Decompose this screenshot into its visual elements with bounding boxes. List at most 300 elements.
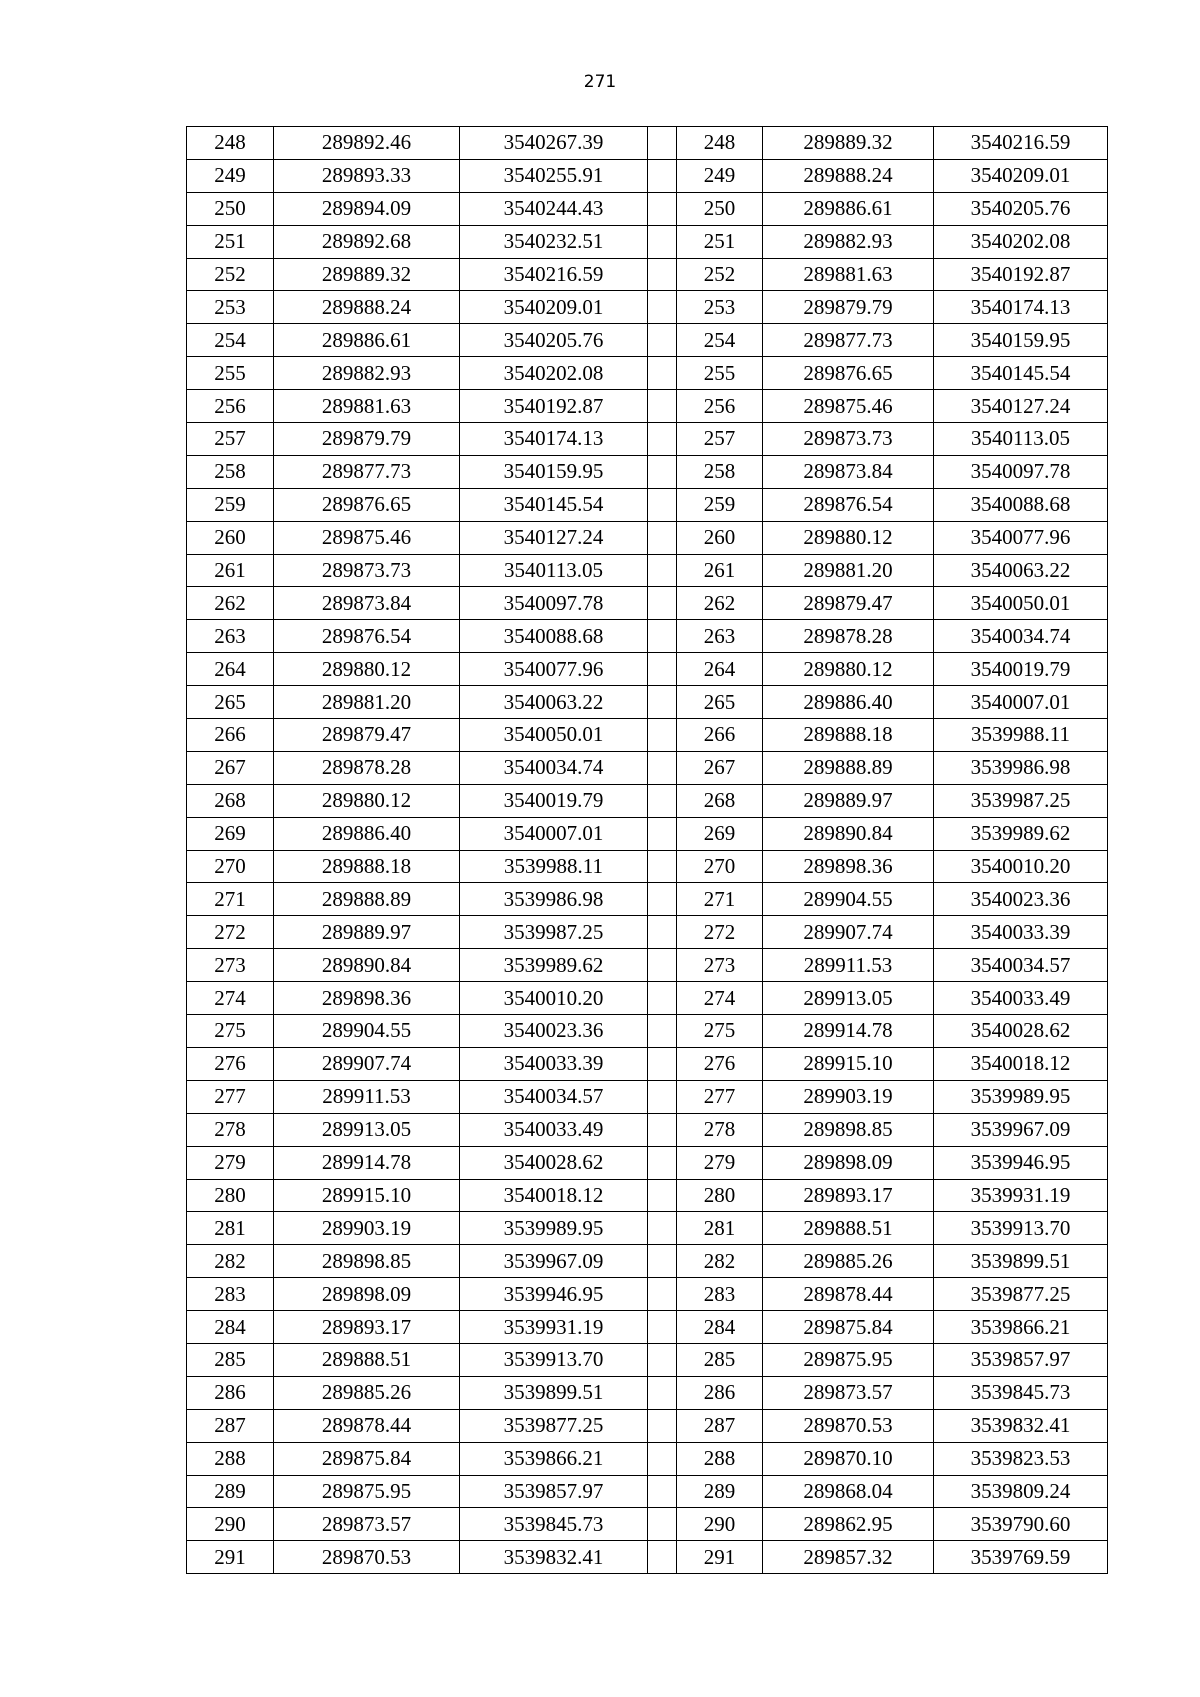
- spacer-cell: [648, 1508, 677, 1541]
- left-y-coordinate: 3540097.78: [460, 587, 648, 620]
- right-x-coordinate: 289888.51: [763, 1212, 934, 1245]
- left-point-number: 289: [187, 1475, 274, 1508]
- left-x-coordinate: 289893.17: [274, 1311, 460, 1344]
- left-y-coordinate: 3540127.24: [460, 521, 648, 554]
- right-point-number: 277: [677, 1080, 763, 1113]
- table-row: [187, 390, 1108, 423]
- coordinate-table-body: [187, 127, 1108, 1574]
- left-point-number: 250: [187, 192, 274, 225]
- right-y-coordinate: 3540063.22: [934, 554, 1108, 587]
- right-y-coordinate: 3539845.73: [934, 1376, 1108, 1409]
- right-y-coordinate: 3540159.95: [934, 324, 1108, 357]
- left-y-coordinate: 3540174.13: [460, 423, 648, 456]
- left-x-coordinate: 289898.36: [274, 982, 460, 1015]
- right-y-coordinate: 3539987.25: [934, 784, 1108, 817]
- right-point-number: 263: [677, 620, 763, 653]
- left-y-coordinate: 3540034.57: [460, 1080, 648, 1113]
- spacer-cell: [648, 455, 677, 488]
- left-x-coordinate: 289892.68: [274, 225, 460, 258]
- left-y-coordinate: 3539857.97: [460, 1475, 648, 1508]
- right-y-coordinate: 3540050.01: [934, 587, 1108, 620]
- left-point-number: 287: [187, 1409, 274, 1442]
- left-x-coordinate: 289898.09: [274, 1278, 460, 1311]
- left-x-coordinate: 289881.20: [274, 686, 460, 719]
- table-row: [187, 1080, 1108, 1113]
- right-x-coordinate: 289881.63: [763, 258, 934, 291]
- spacer-cell: [648, 1409, 677, 1442]
- left-y-coordinate: 3540010.20: [460, 982, 648, 1015]
- right-point-number: 255: [677, 357, 763, 390]
- page-number: 271: [583, 72, 617, 92]
- table-row: [187, 291, 1108, 324]
- right-y-coordinate: 3540192.87: [934, 258, 1108, 291]
- right-y-coordinate: 3540034.74: [934, 620, 1108, 653]
- left-point-number: 251: [187, 225, 274, 258]
- spacer-cell: [648, 1311, 677, 1344]
- right-point-number: 253: [677, 291, 763, 324]
- right-x-coordinate: 289878.28: [763, 620, 934, 653]
- right-x-coordinate: 289870.10: [763, 1442, 934, 1475]
- right-x-coordinate: 289875.95: [763, 1343, 934, 1376]
- left-y-coordinate: 3540028.62: [460, 1146, 648, 1179]
- left-y-coordinate: 3540023.36: [460, 1015, 648, 1048]
- left-x-coordinate: 289873.73: [274, 554, 460, 587]
- spacer-cell: [648, 258, 677, 291]
- right-y-coordinate: 3540113.05: [934, 423, 1108, 456]
- left-x-coordinate: 289888.89: [274, 883, 460, 916]
- left-x-coordinate: 289907.74: [274, 1047, 460, 1080]
- left-point-number: 270: [187, 850, 274, 883]
- right-y-coordinate: 3539899.51: [934, 1245, 1108, 1278]
- right-x-coordinate: 289875.46: [763, 390, 934, 423]
- left-y-coordinate: 3539913.70: [460, 1343, 648, 1376]
- right-x-coordinate: 289880.12: [763, 653, 934, 686]
- right-point-number: 278: [677, 1113, 763, 1146]
- left-y-coordinate: 3539988.11: [460, 850, 648, 883]
- right-point-number: 270: [677, 850, 763, 883]
- left-x-coordinate: 289904.55: [274, 1015, 460, 1048]
- spacer-cell: [648, 1212, 677, 1245]
- left-x-coordinate: 289889.97: [274, 916, 460, 949]
- right-point-number: 258: [677, 455, 763, 488]
- left-point-number: 253: [187, 291, 274, 324]
- table-row: [187, 587, 1108, 620]
- right-y-coordinate: 3539913.70: [934, 1212, 1108, 1245]
- table-row: [187, 127, 1108, 160]
- left-y-coordinate: 3540063.22: [460, 686, 648, 719]
- left-point-number: 256: [187, 390, 274, 423]
- spacer-cell: [648, 587, 677, 620]
- table-row: [187, 1409, 1108, 1442]
- right-y-coordinate: 3539946.95: [934, 1146, 1108, 1179]
- right-x-coordinate: 289870.53: [763, 1409, 934, 1442]
- right-y-coordinate: 3539769.59: [934, 1541, 1108, 1574]
- table-row: [187, 1245, 1108, 1278]
- left-y-coordinate: 3540216.59: [460, 258, 648, 291]
- table-row: [187, 521, 1108, 554]
- coordinate-table: [186, 126, 1108, 1574]
- left-y-coordinate: 3540159.95: [460, 455, 648, 488]
- left-y-coordinate: 3540205.76: [460, 324, 648, 357]
- spacer-cell: [648, 554, 677, 587]
- left-y-coordinate: 3540033.49: [460, 1113, 648, 1146]
- spacer-cell: [648, 390, 677, 423]
- left-y-coordinate: 3539877.25: [460, 1409, 648, 1442]
- right-point-number: 285: [677, 1343, 763, 1376]
- spacer-cell: [648, 653, 677, 686]
- left-x-coordinate: 289875.84: [274, 1442, 460, 1475]
- right-y-coordinate: 3540209.01: [934, 159, 1108, 192]
- left-point-number: 262: [187, 587, 274, 620]
- right-y-coordinate: 3539823.53: [934, 1442, 1108, 1475]
- right-x-coordinate: 289881.20: [763, 554, 934, 587]
- right-x-coordinate: 289873.84: [763, 455, 934, 488]
- left-y-coordinate: 3540050.01: [460, 719, 648, 752]
- table-row: [187, 1508, 1108, 1541]
- right-point-number: 288: [677, 1442, 763, 1475]
- spacer-cell: [648, 719, 677, 752]
- spacer-cell: [648, 1113, 677, 1146]
- left-x-coordinate: 289880.12: [274, 784, 460, 817]
- left-point-number: 286: [187, 1376, 274, 1409]
- left-y-coordinate: 3540202.08: [460, 357, 648, 390]
- left-point-number: 266: [187, 719, 274, 752]
- left-y-coordinate: 3539967.09: [460, 1245, 648, 1278]
- left-point-number: 258: [187, 455, 274, 488]
- left-point-number: 252: [187, 258, 274, 291]
- table-row: [187, 1343, 1108, 1376]
- table-row: [187, 686, 1108, 719]
- right-y-coordinate: 3540077.96: [934, 521, 1108, 554]
- left-x-coordinate: 289888.24: [274, 291, 460, 324]
- table-row: [187, 159, 1108, 192]
- table-row: [187, 324, 1108, 357]
- right-point-number: 248: [677, 127, 763, 160]
- left-y-coordinate: 3540019.79: [460, 784, 648, 817]
- right-x-coordinate: 289893.17: [763, 1179, 934, 1212]
- right-point-number: 290: [677, 1508, 763, 1541]
- left-y-coordinate: 3540007.01: [460, 817, 648, 850]
- left-x-coordinate: 289879.79: [274, 423, 460, 456]
- left-x-coordinate: 289875.95: [274, 1475, 460, 1508]
- right-x-coordinate: 289886.40: [763, 686, 934, 719]
- right-x-coordinate: 289882.93: [763, 225, 934, 258]
- spacer-cell: [648, 324, 677, 357]
- right-point-number: 256: [677, 390, 763, 423]
- left-y-coordinate: 3539931.19: [460, 1311, 648, 1344]
- left-point-number: 283: [187, 1278, 274, 1311]
- right-y-coordinate: 3540097.78: [934, 455, 1108, 488]
- table-row: [187, 1179, 1108, 1212]
- right-x-coordinate: 289889.97: [763, 784, 934, 817]
- right-y-coordinate: 3540216.59: [934, 127, 1108, 160]
- table-row: [187, 357, 1108, 390]
- spacer-cell: [648, 127, 677, 160]
- spacer-cell: [648, 850, 677, 883]
- left-x-coordinate: 289873.57: [274, 1508, 460, 1541]
- table-row: [187, 455, 1108, 488]
- spacer-cell: [648, 620, 677, 653]
- left-x-coordinate: 289890.84: [274, 949, 460, 982]
- right-point-number: 279: [677, 1146, 763, 1179]
- right-x-coordinate: 289873.57: [763, 1376, 934, 1409]
- right-point-number: 274: [677, 982, 763, 1015]
- table-row: [187, 751, 1108, 784]
- left-x-coordinate: 289889.32: [274, 258, 460, 291]
- left-x-coordinate: 289873.84: [274, 587, 460, 620]
- right-y-coordinate: 3539832.41: [934, 1409, 1108, 1442]
- left-y-coordinate: 3540255.91: [460, 159, 648, 192]
- left-point-number: 277: [187, 1080, 274, 1113]
- left-point-number: 276: [187, 1047, 274, 1080]
- right-x-coordinate: 289886.61: [763, 192, 934, 225]
- table-row: [187, 1541, 1108, 1574]
- left-x-coordinate: 289892.46: [274, 127, 460, 160]
- left-point-number: 265: [187, 686, 274, 719]
- left-y-coordinate: 3539989.95: [460, 1212, 648, 1245]
- left-point-number: 281: [187, 1212, 274, 1245]
- left-x-coordinate: 289876.65: [274, 488, 460, 521]
- right-point-number: 250: [677, 192, 763, 225]
- spacer-cell: [648, 192, 677, 225]
- table-row: [187, 554, 1108, 587]
- right-x-coordinate: 289913.05: [763, 982, 934, 1015]
- table-row: [187, 1311, 1108, 1344]
- right-x-coordinate: 289879.79: [763, 291, 934, 324]
- right-y-coordinate: 3540033.39: [934, 916, 1108, 949]
- right-x-coordinate: 289888.89: [763, 751, 934, 784]
- left-x-coordinate: 289911.53: [274, 1080, 460, 1113]
- right-y-coordinate: 3540145.54: [934, 357, 1108, 390]
- spacer-cell: [648, 1541, 677, 1574]
- spacer-cell: [648, 1080, 677, 1113]
- left-point-number: 260: [187, 521, 274, 554]
- left-x-coordinate: 289870.53: [274, 1541, 460, 1574]
- left-x-coordinate: 289880.12: [274, 653, 460, 686]
- left-y-coordinate: 3539832.41: [460, 1541, 648, 1574]
- spacer-cell: [648, 686, 677, 719]
- left-y-coordinate: 3540232.51: [460, 225, 648, 258]
- right-point-number: 275: [677, 1015, 763, 1048]
- right-y-coordinate: 3540127.24: [934, 390, 1108, 423]
- left-point-number: 279: [187, 1146, 274, 1179]
- right-y-coordinate: 3540205.76: [934, 192, 1108, 225]
- right-y-coordinate: 3540010.20: [934, 850, 1108, 883]
- left-x-coordinate: 289878.28: [274, 751, 460, 784]
- left-y-coordinate: 3539899.51: [460, 1376, 648, 1409]
- table-row: [187, 1113, 1108, 1146]
- right-y-coordinate: 3539931.19: [934, 1179, 1108, 1212]
- left-x-coordinate: 289879.47: [274, 719, 460, 752]
- right-point-number: 265: [677, 686, 763, 719]
- right-y-coordinate: 3539866.21: [934, 1311, 1108, 1344]
- right-x-coordinate: 289889.32: [763, 127, 934, 160]
- left-point-number: 285: [187, 1343, 274, 1376]
- right-x-coordinate: 289878.44: [763, 1278, 934, 1311]
- spacer-cell: [648, 916, 677, 949]
- right-y-coordinate: 3540028.62: [934, 1015, 1108, 1048]
- spacer-cell: [648, 982, 677, 1015]
- right-y-coordinate: 3540034.57: [934, 949, 1108, 982]
- right-x-coordinate: 289876.65: [763, 357, 934, 390]
- left-point-number: 282: [187, 1245, 274, 1278]
- left-x-coordinate: 289893.33: [274, 159, 460, 192]
- spacer-cell: [648, 1278, 677, 1311]
- right-point-number: 280: [677, 1179, 763, 1212]
- table-row: [187, 949, 1108, 982]
- spacer-cell: [648, 883, 677, 916]
- table-row: [187, 1278, 1108, 1311]
- right-x-coordinate: 289911.53: [763, 949, 934, 982]
- right-x-coordinate: 289888.24: [763, 159, 934, 192]
- right-point-number: 282: [677, 1245, 763, 1278]
- right-x-coordinate: 289868.04: [763, 1475, 934, 1508]
- left-y-coordinate: 3539986.98: [460, 883, 648, 916]
- right-point-number: 249: [677, 159, 763, 192]
- table-row: [187, 620, 1108, 653]
- spacer-cell: [648, 1475, 677, 1508]
- spacer-cell: [648, 817, 677, 850]
- right-x-coordinate: 289915.10: [763, 1047, 934, 1080]
- right-y-coordinate: 3540033.49: [934, 982, 1108, 1015]
- left-y-coordinate: 3539946.95: [460, 1278, 648, 1311]
- left-x-coordinate: 289888.51: [274, 1343, 460, 1376]
- spacer-cell: [648, 949, 677, 982]
- left-point-number: 257: [187, 423, 274, 456]
- spacer-cell: [648, 357, 677, 390]
- left-point-number: 273: [187, 949, 274, 982]
- left-point-number: 267: [187, 751, 274, 784]
- left-point-number: 288: [187, 1442, 274, 1475]
- left-y-coordinate: 3540209.01: [460, 291, 648, 324]
- right-point-number: 269: [677, 817, 763, 850]
- right-x-coordinate: 289907.74: [763, 916, 934, 949]
- spacer-cell: [648, 1442, 677, 1475]
- table-row: [187, 488, 1108, 521]
- left-x-coordinate: 289888.18: [274, 850, 460, 883]
- right-x-coordinate: 289898.36: [763, 850, 934, 883]
- spacer-cell: [648, 1015, 677, 1048]
- left-x-coordinate: 289875.46: [274, 521, 460, 554]
- left-y-coordinate: 3539866.21: [460, 1442, 648, 1475]
- right-point-number: 262: [677, 587, 763, 620]
- left-point-number: 278: [187, 1113, 274, 1146]
- table-row: [187, 916, 1108, 949]
- left-point-number: 291: [187, 1541, 274, 1574]
- left-point-number: 272: [187, 916, 274, 949]
- right-x-coordinate: 289885.26: [763, 1245, 934, 1278]
- table-row: [187, 225, 1108, 258]
- right-x-coordinate: 289873.73: [763, 423, 934, 456]
- right-point-number: 257: [677, 423, 763, 456]
- right-y-coordinate: 3539790.60: [934, 1508, 1108, 1541]
- left-point-number: 264: [187, 653, 274, 686]
- right-point-number: 284: [677, 1311, 763, 1344]
- table-row: [187, 982, 1108, 1015]
- left-x-coordinate: 289898.85: [274, 1245, 460, 1278]
- right-y-coordinate: 3539989.95: [934, 1080, 1108, 1113]
- left-x-coordinate: 289877.73: [274, 455, 460, 488]
- spacer-cell: [648, 1343, 677, 1376]
- left-point-number: 290: [187, 1508, 274, 1541]
- left-point-number: 259: [187, 488, 274, 521]
- left-y-coordinate: 3540018.12: [460, 1179, 648, 1212]
- table-row: [187, 1442, 1108, 1475]
- right-x-coordinate: 289904.55: [763, 883, 934, 916]
- left-x-coordinate: 289914.78: [274, 1146, 460, 1179]
- right-x-coordinate: 289898.85: [763, 1113, 934, 1146]
- right-point-number: 264: [677, 653, 763, 686]
- left-y-coordinate: 3540113.05: [460, 554, 648, 587]
- left-point-number: 269: [187, 817, 274, 850]
- left-point-number: 248: [187, 127, 274, 160]
- left-x-coordinate: 289885.26: [274, 1376, 460, 1409]
- right-x-coordinate: 289903.19: [763, 1080, 934, 1113]
- right-point-number: 289: [677, 1475, 763, 1508]
- right-point-number: 260: [677, 521, 763, 554]
- right-y-coordinate: 3539989.62: [934, 817, 1108, 850]
- left-y-coordinate: 3540145.54: [460, 488, 648, 521]
- right-x-coordinate: 289877.73: [763, 324, 934, 357]
- left-point-number: 254: [187, 324, 274, 357]
- left-point-number: 255: [187, 357, 274, 390]
- right-point-number: 268: [677, 784, 763, 817]
- left-x-coordinate: 289886.61: [274, 324, 460, 357]
- right-point-number: 283: [677, 1278, 763, 1311]
- right-y-coordinate: 3540023.36: [934, 883, 1108, 916]
- right-point-number: 286: [677, 1376, 763, 1409]
- right-x-coordinate: 289880.12: [763, 521, 934, 554]
- right-point-number: 273: [677, 949, 763, 982]
- right-point-number: 291: [677, 1541, 763, 1574]
- right-x-coordinate: 289857.32: [763, 1541, 934, 1574]
- left-y-coordinate: 3540088.68: [460, 620, 648, 653]
- right-point-number: 287: [677, 1409, 763, 1442]
- left-x-coordinate: 289878.44: [274, 1409, 460, 1442]
- left-x-coordinate: 289881.63: [274, 390, 460, 423]
- right-y-coordinate: 3539967.09: [934, 1113, 1108, 1146]
- left-y-coordinate: 3540267.39: [460, 127, 648, 160]
- spacer-cell: [648, 1179, 677, 1212]
- right-point-number: 261: [677, 554, 763, 587]
- table-row: [187, 850, 1108, 883]
- right-point-number: 276: [677, 1047, 763, 1080]
- left-y-coordinate: 3540077.96: [460, 653, 648, 686]
- right-x-coordinate: 289879.47: [763, 587, 934, 620]
- spacer-cell: [648, 1245, 677, 1278]
- left-y-coordinate: 3540033.39: [460, 1047, 648, 1080]
- right-y-coordinate: 3540019.79: [934, 653, 1108, 686]
- right-x-coordinate: 289876.54: [763, 488, 934, 521]
- table-row: [187, 817, 1108, 850]
- left-x-coordinate: 289886.40: [274, 817, 460, 850]
- left-point-number: 275: [187, 1015, 274, 1048]
- right-point-number: 272: [677, 916, 763, 949]
- table-row: [187, 784, 1108, 817]
- left-point-number: 284: [187, 1311, 274, 1344]
- left-point-number: 271: [187, 883, 274, 916]
- right-y-coordinate: 3539986.98: [934, 751, 1108, 784]
- left-point-number: 261: [187, 554, 274, 587]
- spacer-cell: [648, 751, 677, 784]
- table-row: [187, 719, 1108, 752]
- right-y-coordinate: 3540018.12: [934, 1047, 1108, 1080]
- table-row: [187, 258, 1108, 291]
- left-y-coordinate: 3540192.87: [460, 390, 648, 423]
- left-y-coordinate: 3539989.62: [460, 949, 648, 982]
- right-y-coordinate: 3539809.24: [934, 1475, 1108, 1508]
- spacer-cell: [648, 1047, 677, 1080]
